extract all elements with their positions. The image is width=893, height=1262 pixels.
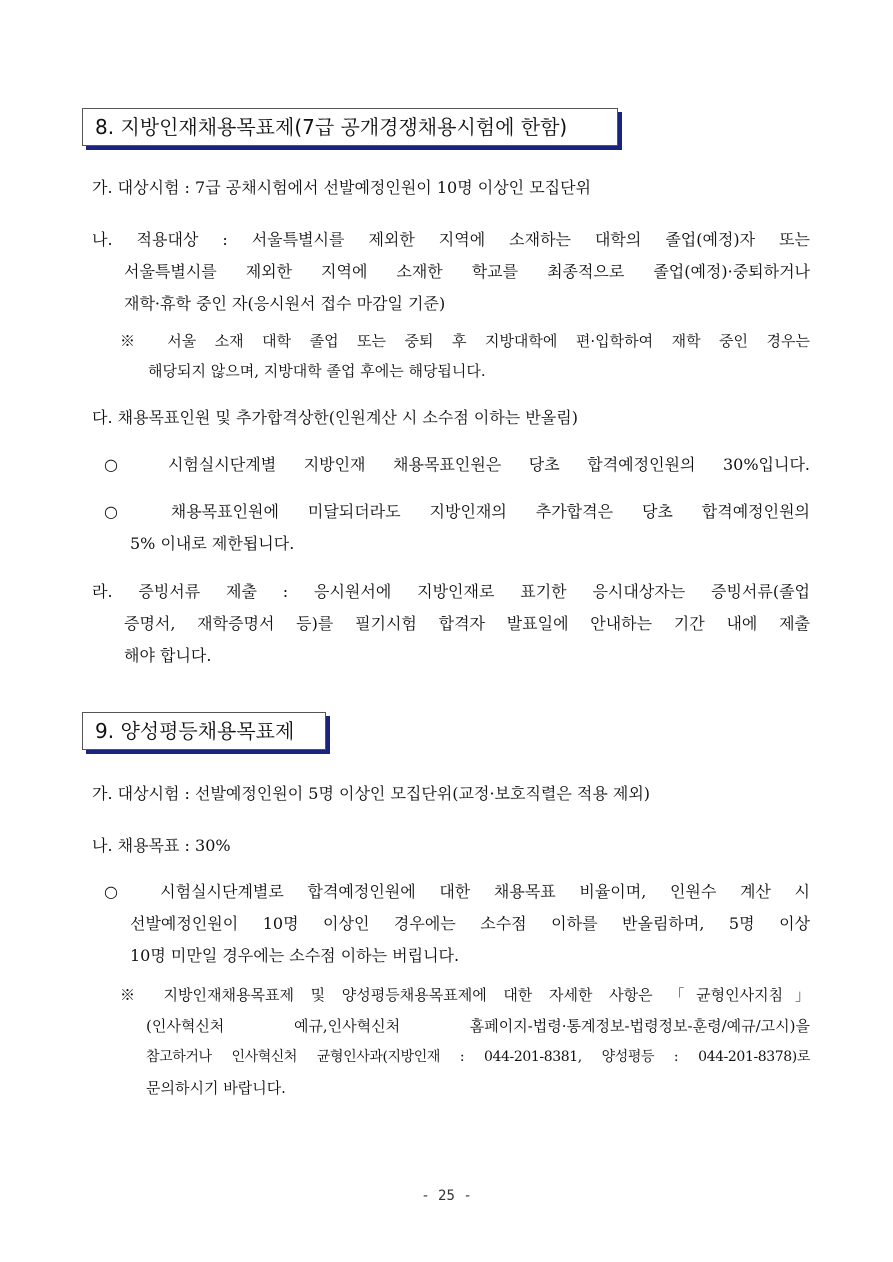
s8-item-ra-line3: 해야 합니다. xyxy=(124,646,212,665)
s8-bullet-2-line1: ○ 채용목표인원에 미달되더라도 지방인재의 추가합격은 당초 합격예정인원의 xyxy=(104,502,810,521)
s9-item-na: 나. 채용목표 : 30% xyxy=(92,836,231,855)
section-8-heading: 8. 지방인재채용목표제(7급 공개경쟁채용시험에 한함) xyxy=(82,108,618,146)
s9-bullet-line1: ○ 시험실시단계별로 합격예정인원에 대한 채용목표 비율이며, 인원수 계산 시 xyxy=(104,882,810,901)
s8-note-line2: 해당되지 않으며, 지방대학 졸업 후에는 해당됩니다. xyxy=(148,362,486,380)
s9-item-ga: 가. 대상시험 : 선발예정인원이 5명 이상인 모집단위(교정·보호직렬은 적용 제외) xyxy=(92,784,651,803)
section-9-heading: 9. 양성평등채용목표제 xyxy=(82,712,326,750)
s8-item-na-line1: 나. 적용대상 : 서울특별시를 제외한 지역에 소재하는 대학의 졸업(예정)자 또는 xyxy=(92,230,810,249)
s8-bullet-1: ○ 시험실시단계별 지방인재 채용목표인원은 당초 합격예정인원의 30%입니다. xyxy=(104,455,810,474)
s8-item-ga: 가. 대상시험 : 7급 공채시험에서 선발예정인원이 10명 이상인 모집단위 xyxy=(92,178,592,197)
s9-note-line3: 참고하거나 인사혁신처 균형인사과(지방인재 : 044-201-8381, 양성평등 : 044-201-8378)로 xyxy=(146,1049,810,1065)
s8-item-da: 다. 채용목표인원 및 추가합격상한(인원계산 시 소수점 이하는 반올림) xyxy=(92,408,578,427)
s8-item-na-line2: 서울특별시를 제외한 지역에 소재한 학교를 최종적으로 졸업(예정)·중퇴하거나 xyxy=(124,262,810,281)
s8-item-ra-line1: 라. 증빙서류 제출 : 응시원서에 지방인재로 표기한 응시대상자는 증빙서류(졸업 xyxy=(92,582,810,601)
s8-note-line1: ※ 서울 소재 대학 졸업 또는 중퇴 후 지방대학에 편·입학하여 재학 중인 경우는 xyxy=(120,332,810,350)
s9-note-line2: (인사혁신처 예규,인사혁신처 홈페이지-법령·통계정보-법령정보-훈령/예규/고시)을 xyxy=(146,1017,810,1035)
page-number: - 25 - xyxy=(421,1188,472,1204)
s9-note-line1: ※ 지방인재채용목표제 및 양성평등채용목표제에 대한 자세한 사항은 「균형인사지침」 xyxy=(120,986,810,1004)
s8-item-na-line3: 재학·휴학 중인 자(응시원서 접수 마감일 기준) xyxy=(124,294,446,313)
s9-note-line4: 문의하시기 바랍니다. xyxy=(146,1079,286,1097)
s9-bullet-line2: 선발예정인원이 10명 이상인 경우에는 소수점 이하를 반올림하며, 5명 이상 xyxy=(130,914,810,933)
s9-bullet-line3: 10명 미만일 경우에는 소수점 이하는 버립니다. xyxy=(130,946,460,965)
s8-item-ra-line2: 증명서, 재학증명서 등)를 필기시험 합격자 발표일에 안내하는 기간 내에 제출 xyxy=(124,614,810,633)
s8-bullet-2-line2: 5% 이내로 제한됩니다. xyxy=(130,534,295,553)
